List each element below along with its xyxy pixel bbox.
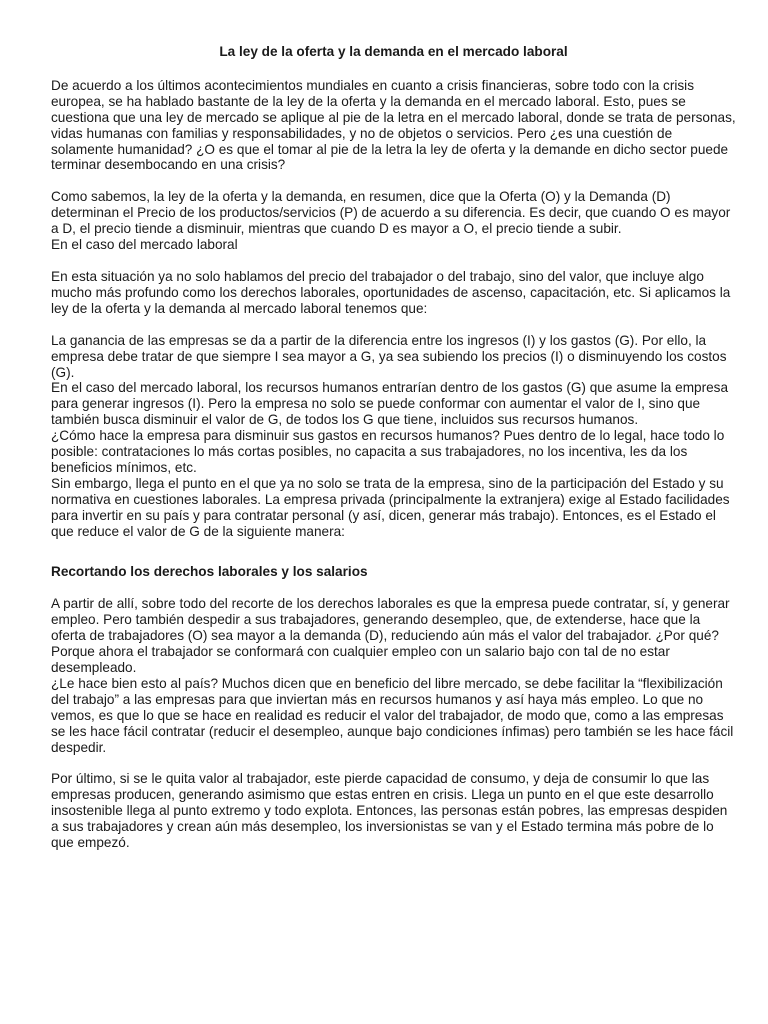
paragraph-situation: En esta situación ya no solo hablamos del precio del trabajador o del trabajo, sino del valor, que incluye algo mucho más profundo como los derechos laborales, oportunidades de ascenso, capacitación, etc. Si aplicamos la ley de la oferta y la demanda al mercado laboral tenemos que: bbox=[51, 268, 731, 316]
paragraph-human-resources: En el caso del mercado laboral, los recursos humanos entrarían dentro de los gastos (G) que asume la empresa para generar ingresos (I). Pero la empresa no solo se puede conformar con aumentar el valor de I, sino que también busca disminuir el valor de G, de todos los G que tiene, incluidos sus recursos humanos. bbox=[51, 380, 729, 428]
paragraph-gap bbox=[51, 173, 736, 189]
paragraph-intro: De acuerdo a los últimos acontecimientos mundiales en cuanto a crisis financieras, sobre todo con la crisis europea, se ha hablado bastante de la ley de la oferta y la demanda en el mercado laboral. Esto, pues se cuestiona que una ley de mercado se aplique al pie de la letra en el mercado laboral, donde se trata de personas, vidas humanas con familias y responsabilidades, y no de objetos o servicios. Pero ¿es una cuestión de solamente humanidad? ¿O es que el tomar al pie de la letra la ley de oferta y la demande en dicho sector puede terminar desembocando en una crisis? bbox=[51, 77, 736, 173]
paragraph-gap bbox=[51, 253, 736, 269]
paragraph-labor-market-label: En el caso del mercado laboral bbox=[51, 237, 238, 253]
section-gap bbox=[51, 539, 736, 564]
paragraph-country: ¿Le hace bien esto al país? Muchos dicen que en beneficio del libre mercado, se debe facilitar la “flexibilización del trabajo” a las empresas para que inviertan más en recursos humanos y así haya más empleo. Lo que no vemos, es que lo que se hace en realidad es reducir el valor del trabajador, de modo que, como a las empresas se les hace fácil contratar (reducir el desempleo, aunque bajo condiciones ínfimas) pero también se les hace fácil despedir. bbox=[51, 675, 734, 755]
paragraph-state: Sin embargo, llega el punto en el que ya no solo se trata de la empresa, sino de la participación del Estado y su normativa en cuestiones laborales. La empresa privada (principalmente la extranjera) exige al Estado facilidades para invertir en su país y para contratar personal (y así, dicen, generar más trabajo). Entonces, es el Estado el que reduce el valor de G de la siguiente manera: bbox=[51, 475, 730, 539]
paragraph-cuts: A partir de allí, sobre todo del recorte de los derechos laborales es que la empresa puede contratar, sí, y generar empleo. Pero también despedir a sus trabajadores, generando desempleo, que, de extenderse, hace que la oferta de trabajadores (O) sea mayor a la demanda (D), reduciendo aún más el valor del trabajador. ¿Por qué? Porque ahora el trabajador se conformará con cualquier empleo con un salario bajo con tal de no estar desempleado. bbox=[51, 596, 730, 675]
paragraph-supply-demand: Como sabemos, la ley de la oferta y la demanda, en resumen, dice que la Oferta (O) y la Demanda (D) determinan el Precio de los productos/servicios (P) de acuerdo a su diferencia. Es decir, que cuando O es mayor a D, el precio tiende a disminuir, mientras que cuando D es mayor a O, el precio tiende a subir. bbox=[51, 189, 731, 237]
document-title: La ley de la oferta y la demanda en el mercado laboral bbox=[219, 44, 568, 59]
paragraph-reduce-costs: ¿Cómo hace la empresa para disminuir sus gastos en recursos humanos? Pues dentro de lo legal, hace todo lo posible: contrataciones lo más cortas posibles, no capacita a sus trabajadores, no los incentiva, les da los beneficios mínimos, etc. bbox=[51, 428, 725, 475]
paragraph-profit: La ganancia de las empresas se da a partir de la diferencia entre los ingresos (I) y los gastos (G). Por ello, la empresa debe tratar de que siempre I sea mayor a G, ya sea subiendo los precios (I) o disminuyendo los costos (G). bbox=[51, 332, 727, 380]
paragraph-conclusion: Por último, si se le quita valor al trabajador, este pierde capacidad de consumo, y deja de consumir lo que las empresas producen, generando asimismo que estas entren en crisis. Llega un punto en el que este desarrollo insostenible llega al punto extremo y todo explota. Entonces, las personas están pobres, las empresas despiden a sus trabajadores y crean aún más desempleo, los inversionistas se van y el Estado termina más pobre de lo que empezó. bbox=[51, 771, 728, 851]
paragraph-gap bbox=[51, 755, 736, 771]
section-heading: Recortando los derechos laborales y los salarios bbox=[51, 564, 368, 580]
paragraph-gap bbox=[51, 317, 736, 333]
